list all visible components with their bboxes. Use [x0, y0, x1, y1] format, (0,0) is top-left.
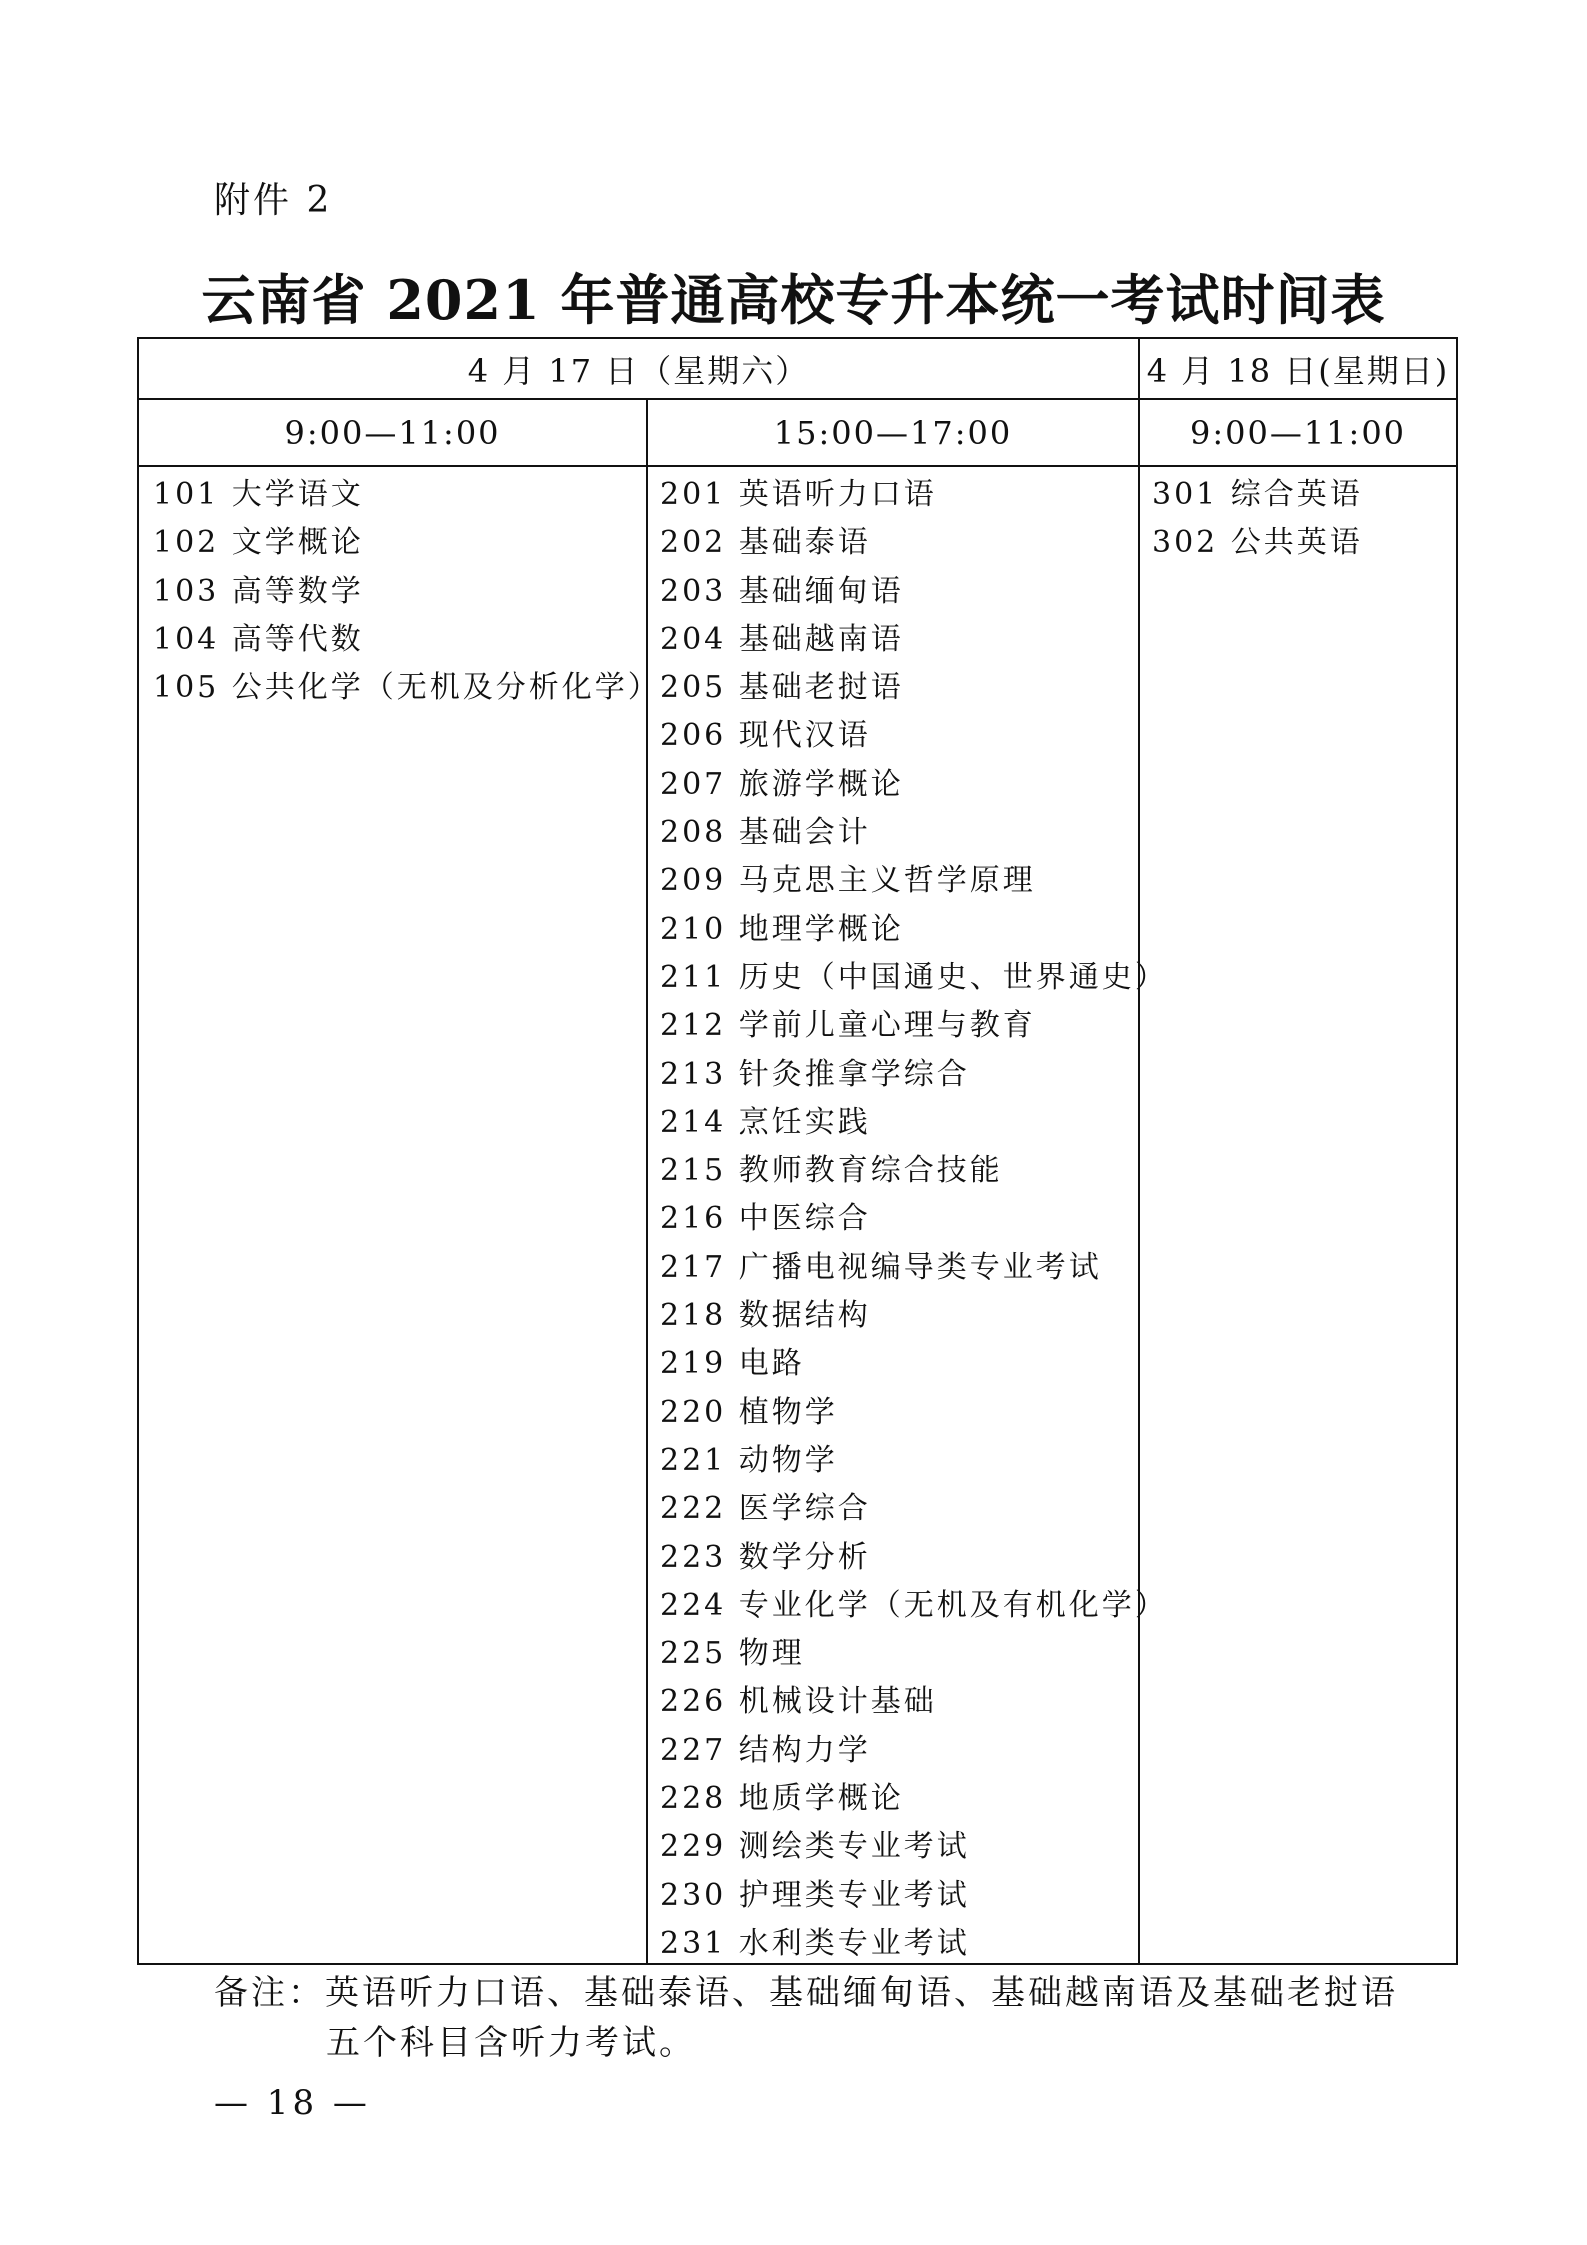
time-header-session3: 9:00—11:00: [1189, 413, 1407, 452]
subject-item: 224 专业化学（无机及有机化学）: [660, 1587, 1168, 1623]
subject-item: 208 基础会计: [660, 815, 871, 851]
subject-item: 222 医学综合: [660, 1491, 871, 1527]
subject-item: 203 基础缅甸语: [660, 573, 904, 609]
subject-item: 219 电路: [660, 1346, 805, 1382]
subject-item: 217 广播电视编导类专业考试: [660, 1249, 1102, 1285]
subject-item: 212 学前儿童心理与教育: [660, 1008, 1036, 1044]
date-header-day1: 4 月 17 日（星期六）: [467, 351, 810, 390]
date-header-day2: 4 月 18 日(星期日): [1146, 351, 1450, 390]
remark-line-1: 备注：英语听力口语、基础泰语、基础缅甸语、基础越南语及基础老挝语: [214, 1973, 1398, 2013]
subject-item: 231 水利类专业考试: [660, 1925, 970, 1961]
remark-line-2: 五个科目含听力考试。: [326, 2023, 696, 2063]
subject-item: 101 大学语文: [153, 477, 364, 512]
subject-item: 207 旅游学概论: [660, 766, 904, 802]
subject-item: 228 地质学概论: [660, 1781, 904, 1817]
subject-item: 206 现代汉语: [660, 718, 871, 754]
subject-item: 230 护理类专业考试: [660, 1877, 970, 1913]
subject-item: 216 中医综合: [660, 1201, 871, 1237]
time-header-session1: 9:00—11:00: [284, 413, 501, 452]
subject-item: 210 地理学概论: [660, 911, 904, 947]
subject-item: 221 动物学: [660, 1442, 838, 1478]
subject-item: 204 基础越南语: [660, 621, 904, 657]
subject-list-session1: [153, 471, 661, 712]
subject-item: 105 公共化学（无机及分析化学）: [153, 670, 661, 706]
time-header-session2: 15:00—17:00: [773, 413, 1013, 452]
subject-list-session3: [1152, 471, 1363, 568]
subject-item: 227 结构力学: [660, 1732, 871, 1768]
subject-list-session2: [660, 471, 1168, 1968]
subject-item: 301 综合英语: [1152, 477, 1363, 512]
subject-item: 205 基础老挝语: [660, 670, 904, 706]
subject-item: 202 基础泰语: [660, 525, 871, 561]
page-number: — 18 —: [214, 2083, 371, 2123]
document-title: 云南省 2021 年普通高校专升本统一考试时间表: [201, 268, 1386, 332]
subject-item: 213 针灸推拿学综合: [660, 1056, 970, 1092]
exam-schedule-table: [137, 337, 1458, 1965]
subject-item: 201 英语听力口语: [660, 477, 937, 512]
subject-item: 209 马克思主义哲学原理: [660, 863, 1036, 899]
subject-item: 214 烹饪实践: [660, 1104, 871, 1140]
subject-item: 302 公共英语: [1152, 525, 1363, 561]
subject-item: 104 高等代数: [153, 621, 364, 657]
subject-item: 211 历史（中国通史、世界通史）: [660, 959, 1168, 995]
time-row-divider: [139, 465, 1456, 467]
subject-item: 103 高等数学: [153, 573, 364, 609]
subject-item: 229 测绘类专业考试: [660, 1829, 970, 1865]
subject-item: 223 数学分析: [660, 1539, 871, 1575]
subject-item: 225 物理: [660, 1636, 805, 1672]
subject-item: 220 植物学: [660, 1394, 838, 1430]
subject-item: 218 数据结构: [660, 1298, 871, 1334]
subject-item: 226 机械设计基础: [660, 1684, 937, 1720]
subject-item: 102 文学概论: [153, 525, 364, 561]
attachment-label: 附件 2: [214, 180, 333, 221]
remark-note: [214, 1968, 1398, 2068]
subject-item: 215 教师教育综合技能: [660, 1153, 1003, 1189]
